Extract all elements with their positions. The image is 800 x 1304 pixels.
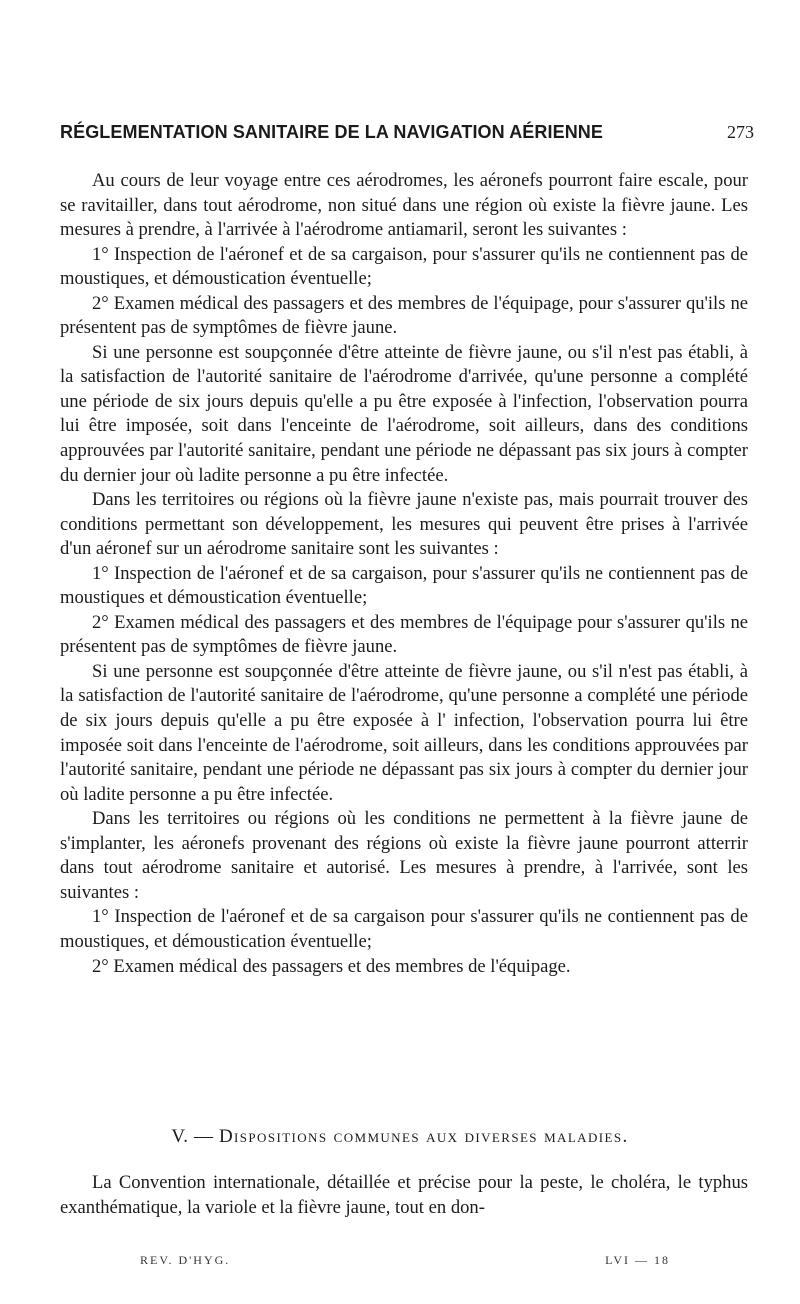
paragraph: La Convention internationale, détaillée et précise pour la peste, le choléra, le typhus exanthématique, la variole et la fièvre jaune, tout en don-	[60, 1172, 748, 1218]
paragraph: Si une personne est soupçonnée d'être atteinte de fièvre jaune, ou s'il n'est pas établi, à la satisfaction de l'autorité sanitaire de l'aérodrome d'arrivée, qu'une personne a complété une période de six jours depuis qu'elle a pu être exposée à l'infection, l'observation pourra lui être imposée, soit dans l'enceinte de l'aérodrome, soit ailleurs, dans des conditions approuvées par l'autorité sanitaire, pendant une période ne dépassant pas six jours à compter du dernier jour où ladite personne a pu être infectée.	[60, 341, 748, 486]
paragraph: Dans les territoires ou régions où la fièvre jaune n'existe pas, mais pourrait trouver des conditions permettant son développement, les mesures qui peuvent être prises à l'arrivée d'un aéronef sur un aérodrome sanitaire sont les suivantes :	[60, 489, 748, 560]
paragraph: Si une personne est soupçonnée d'être atteinte de fièvre jaune, ou s'il n'est pas établi, à la satisfaction de l'autorité sanitaire de l'aérodrome, qu'une personne a complété une période de six jours depuis qu'elle a pu être exposée à l' infection, l'observation pourra lui être imposée soit dans l'enceinte de l'aérodrome, soit ailleurs, dans les conditions approuvées par l'autorité sanitaire, pendant une période ne dépassant pas six jours à compter du dernier jour où ladite personne a pu être infectée.	[60, 660, 748, 805]
page-number: 273	[727, 122, 754, 142]
paragraph: 1° Inspection de l'aéronef et de sa cargaison pour s'assurer qu'ils ne contiennent pas de moustiques, et démoustication éventuelle;	[60, 906, 748, 952]
paragraph: Au cours de leur voyage entre ces aérodromes, les aéronefs pourront faire escale, pour se ravitailler, dans tout aérodrome, non situé dans une région où existe la fièvre jaune. Les mesures à prendre, à l'arrivée à l'aérodrome antiamaril, seront les suivantes :	[60, 170, 748, 241]
volume-sheet-number: LVI — 18	[605, 1253, 670, 1267]
paragraph: 2° Examen médical des passagers et des membres de l'équipage, pour s'assurer qu'ils ne présentent pas de symptômes de fièvre jaune.	[60, 292, 748, 339]
closing-text	[60, 1170, 748, 1220]
paragraph: 2° Examen médical des passagers et des membres de l'équipage.	[92, 955, 571, 977]
page-footer	[60, 1250, 700, 1270]
section-title: Dispositions communes aux diverses maladies.	[218, 1126, 629, 1147]
paragraph: 1° Inspection de l'aéronef et de sa cargaison, pour s'assurer qu'ils ne contiennent pas de moustiques, et démoustication éventuelle;	[60, 243, 748, 290]
paragraph: 2° Examen médical des passagers et des membres de l'équipage pour s'assurer qu'ils ne présentent pas de symptômes de fièvre jaune.	[60, 611, 748, 658]
paragraph: Dans les territoires ou régions où les conditions ne permettent à la fièvre jaune de s'implanter, les aéronefs provenant des régions où existe la fièvre jaune pourront atterrir dans tout aérodrome sanitaire et autorisé. Les mesures à prendre, à l'arrivée, sont les suivantes :	[60, 808, 748, 903]
section-number: V. —	[171, 1126, 214, 1147]
section-heading	[0, 1124, 800, 1150]
body-text	[60, 169, 748, 979]
journal-signature: REV. D'HYG.	[140, 1253, 231, 1267]
running-head	[60, 120, 754, 144]
paragraph: 1° Inspection de l'aéronef et de sa cargaison, pour s'assurer qu'ils ne contiennent pas de moustiques et démoustication éventuelle;	[60, 562, 748, 609]
running-title: RÉGLEMENTATION SANITAIRE DE LA NAVIGATION AÉRIENNE	[60, 122, 604, 142]
